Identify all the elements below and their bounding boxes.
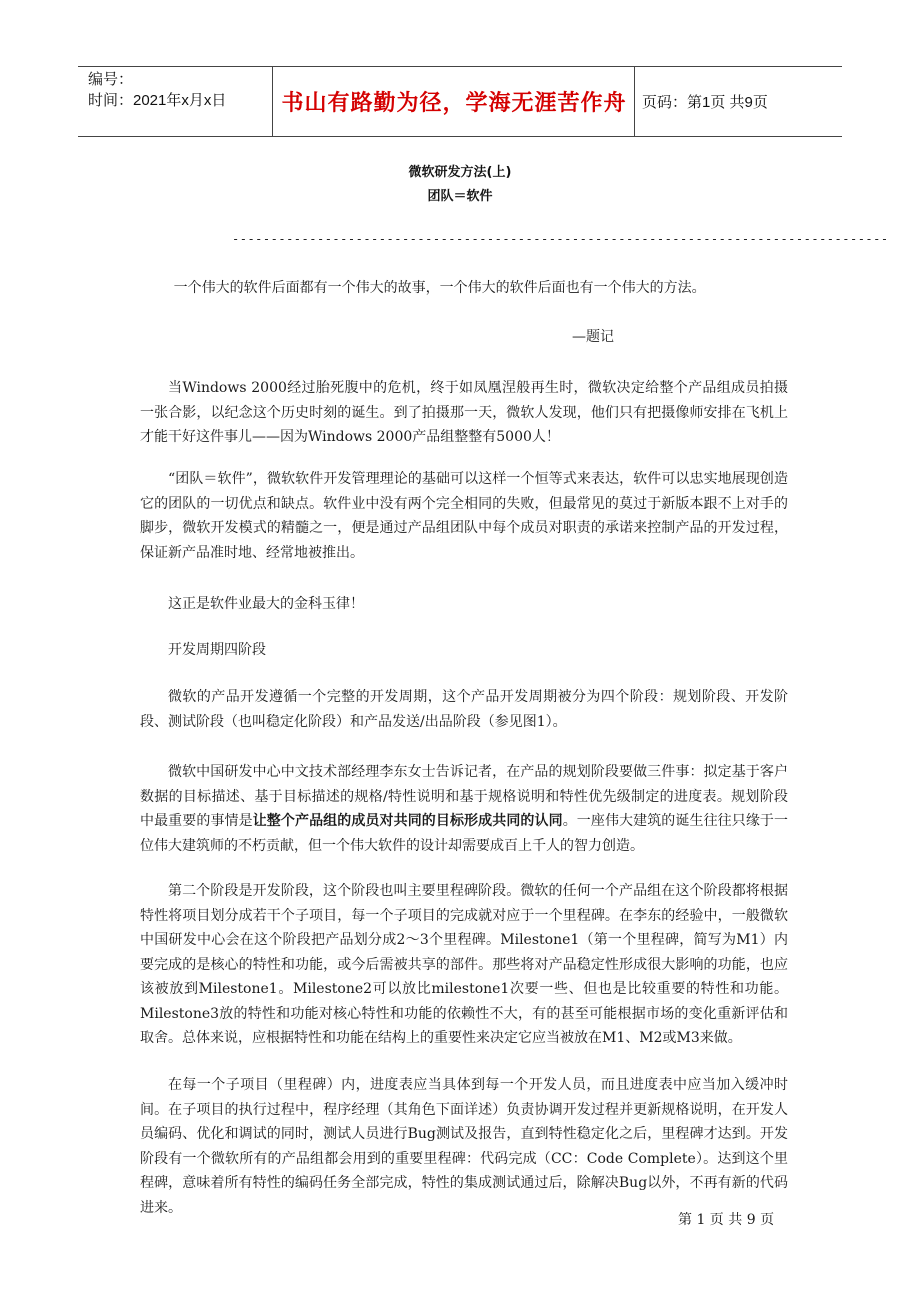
paragraph-2: “团队＝软件”，微软软件开发管理理论的基础可以这样一个恒等式来表达，软件可以忠实地展现创造它的团队的一切优点和缺点。软件业中没有两个完全相同的失败，但最常见的莫过于新版本跟不上对手的脚步，微软开发模式的精髓之一，便是通过产品组团队中每个成员对职责的承诺来控制产品的开发过程，保证新产品准时地、经常地被推出。: [140, 471, 788, 561]
header-meta: [88, 69, 226, 111]
header-motto: 书山有路勤为径，学海无涯苦作舟: [281, 90, 627, 116]
doc-title: 微软研发方法(上): [408, 165, 512, 180]
header-divider-1: [272, 67, 273, 136]
paragraph-5: 微软的产品开发遵循一个完整的开发周期，这个产品开发周期被分为四个阶段：规划阶段、开发阶段、测试阶段（也叫稳定化阶段）和产品发送/出品阶段（参见图1）。: [140, 689, 788, 730]
paragraph-3: 这正是软件业最大的金科玉律！: [168, 596, 364, 612]
paragraph-8: 在每一个子项目（里程碑）内，进度表应当具体到每一个开发人员，而且进度表中应当加入缓冲时间。在子项目的执行过程中，程序经理（其角色下面详述）负责协调开发过程并更新规格说明，在开发人员编码、优化和调试的同时，测试人员进行Bug测试及报告，直到特性稳定化之后，里程碑才达到。开发阶段有一个微软所有的产品组都会用到的重要里程碑：代码完成（CC：Code Complete）。达到这个里程碑，意味着所有特性的编码任务全部完成，特性的集成测试通过后，除解决Bug以外，不再有新的代码进来。: [140, 1077, 788, 1216]
section-heading: 开发周期四阶段: [168, 642, 266, 658]
epigraph-signature: —题记: [572, 329, 614, 345]
paragraph-6-text-a: 微软中国研发中心中文技术部经理李东女士告诉记者，在产品的规划阶段要做三件事：拟定基于客户数据的目标描述、基于目标描述的规格/特性说明和基于规格说明和特性优先级制定的进度表。规划阶段中最重要的事情是: [140, 764, 788, 829]
header-page-number: 页码：第1页 共9页: [642, 94, 768, 111]
paragraph-1: 当Windows 2000经过胎死腹中的危机，终于如凤凰涅般再生时，微软决定给整个产品组成员拍摄一张合影，以纪念这个历史时刻的诞生。到了拍摄那一天，微软人发现，他们只有把摄像师安排在飞机上才能干好这件事儿——因为Windows 2000产品组整整有5000人！: [140, 380, 788, 445]
page-header: [78, 66, 842, 137]
number-label: 编号：: [88, 71, 134, 88]
header-divider-2: [634, 67, 635, 136]
paragraph-6: [140, 760, 788, 858]
paragraph-6-emphasis: 让整个产品组的成员对共同的目标形成共同的认同: [252, 813, 563, 829]
doc-subtitle: 团队＝软件: [427, 189, 493, 204]
paragraph-6-text-c: 。一座伟大建筑的诞生往往只缘于一位伟大建筑师的不朽贡献，但一个伟大软件的设计却需要成百上千人的智力创造。: [140, 813, 789, 854]
separator-line: -------------------------------------------------------------------------------------: [232, 232, 889, 246]
time-label: 时间：2021年x月x日: [88, 92, 227, 109]
paragraph-7: 第二个阶段是开发阶段，这个阶段也叫主要里程碑阶段。微软的任何一个产品组在这个阶段都将根据特性将项目划分成若干个子项目，每一个子项目的完成就对应于一个里程碑。在李东的经验中，一般微软中国研发中心会在这个阶段把产品划分成2～3个里程碑。Milestone1（第一个里程碑，简写为M1）内要完成的是核心的特性和功能，或今后需被共享的部件。那些将对产品稳定性形成很大影响的功能，也应该被放到Milestone1。Milestone2可以放比milestone1次要一些、但也是比较重要的特性和功能。Milestone3放的特性和功能对核心特性和功能的依赖性不大，有的甚至可能根据市场的变化重新评估和取舍。总体来说，应根据特性和功能在结构上的重要性来决定它应当被放在M1、M2或M3来做。: [140, 883, 788, 1046]
epigraph: 一个伟大的软件后面都有一个伟大的故事，一个伟大的软件后面也有一个伟大的方法。: [173, 280, 706, 296]
page-footer: 第 1 页 共 9 页: [678, 1212, 775, 1228]
